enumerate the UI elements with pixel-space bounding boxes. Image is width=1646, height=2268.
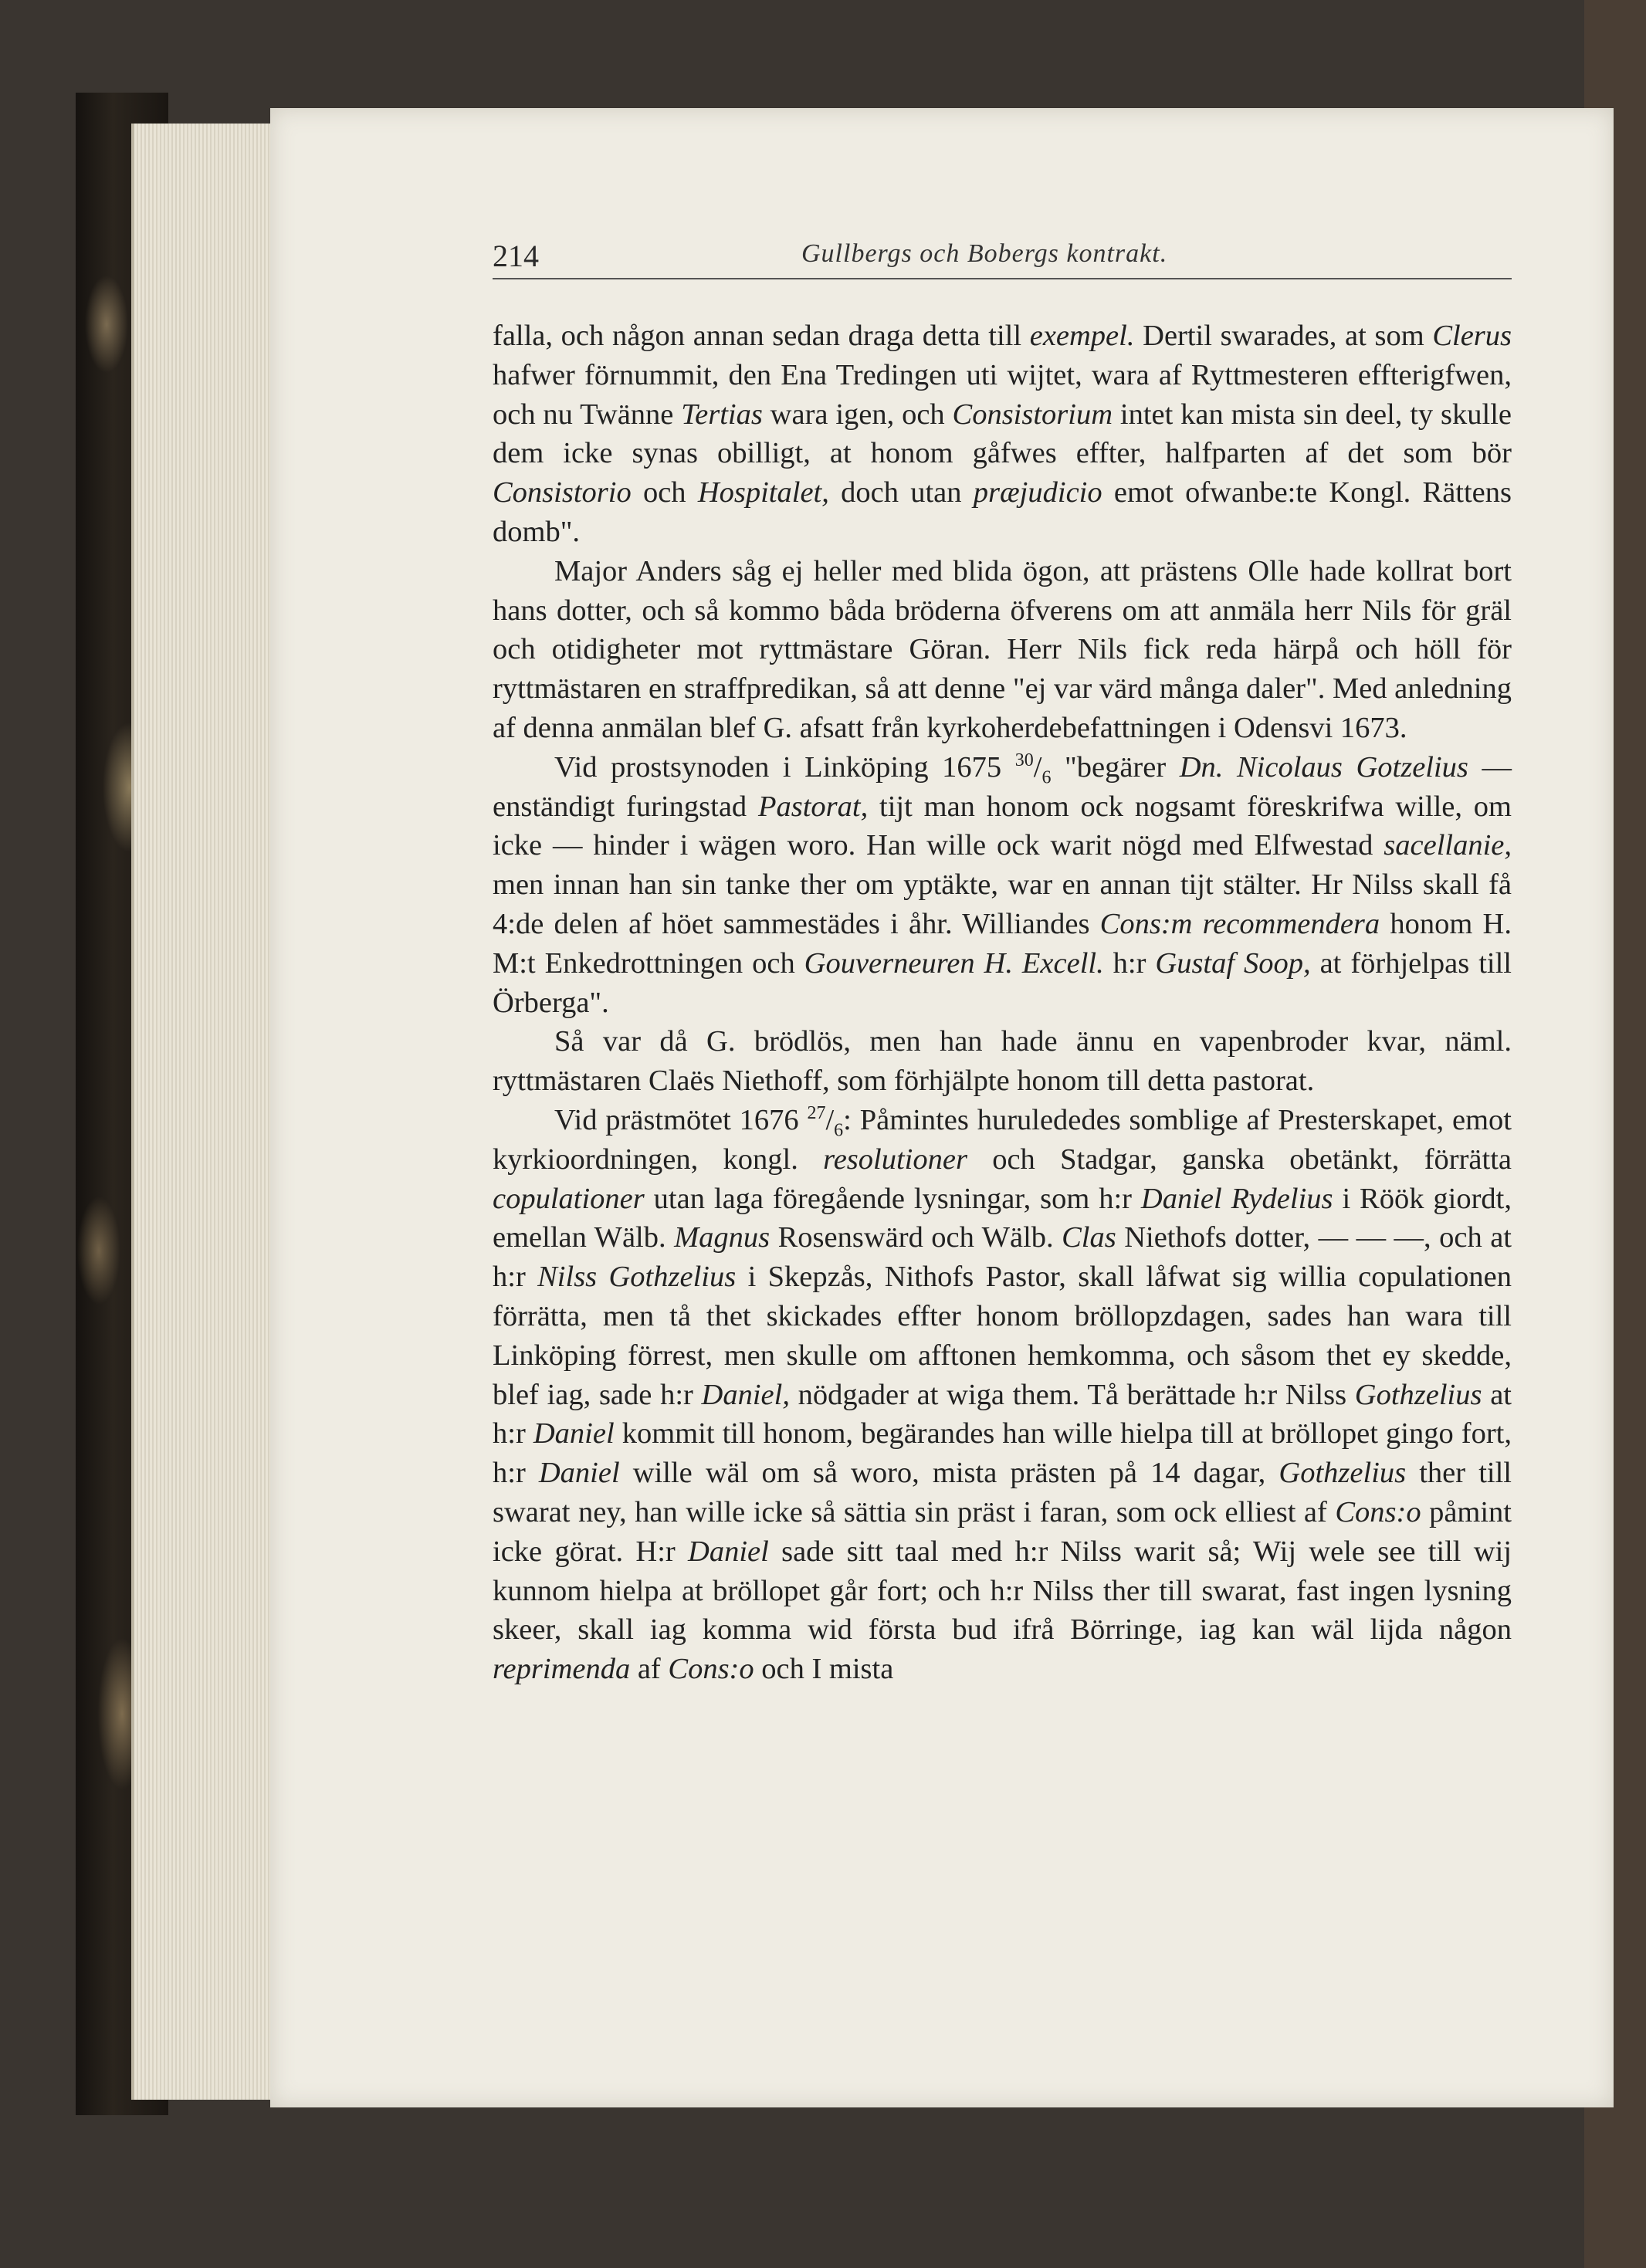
text-run: doch utan — [828, 476, 974, 509]
paragraph — [493, 552, 1512, 748]
italic-text: copulationer — [493, 1182, 645, 1215]
italic-text: Daniel Rydelius — [1140, 1182, 1333, 1215]
text-run: : Påmintes hurulededes somblige af Presterskapet, emot kyrkioordningen, kongl. — [493, 1103, 1512, 1176]
subscript: 6 — [834, 1120, 844, 1141]
text-run: af — [630, 1653, 669, 1686]
italic-text: Cons:o — [1335, 1495, 1421, 1528]
page-number: 214 — [493, 239, 539, 273]
italic-text: Nilss Gothzelius — [537, 1261, 737, 1294]
italic-text: Dn. Nicolaus Gotzelius — [1179, 750, 1468, 784]
text-run: Så var då G. brödlös, men han hade ännu en vapenbroder kvar, näml. ryttmästaren Claës Niethoff, som förhjälpte honom till detta pastorat. — [493, 1025, 1512, 1098]
paragraph — [493, 317, 1512, 552]
italic-text: sacellanie, — [1384, 829, 1512, 862]
italic-text: Consistorio — [493, 476, 632, 509]
italic-text: Daniel — [538, 1457, 620, 1490]
italic-text: Clerus — [1432, 320, 1512, 352]
text-run: utan laga föregående lysningar, som h:r — [644, 1182, 1141, 1215]
italic-text: Clas — [1062, 1221, 1116, 1254]
text-run: kommit till honom, begärandes han wille hielpa till at bröllopet gingo fort, h:r — [493, 1417, 1512, 1490]
text-run: h:r — [1103, 946, 1156, 980]
text-run: Rosenswärd och Wälb. — [770, 1221, 1062, 1254]
text-run: och I mista — [754, 1653, 894, 1686]
italic-text: Gustaf Soop, — [1155, 946, 1311, 980]
italic-text: Daniel, — [701, 1378, 790, 1411]
subscript: 6 — [1041, 767, 1052, 788]
text-run: sade sitt taal med h:r Nilss warit så; Wij wele see till wij kunnom hielpa at bröllopet går fort; och h:r Nilss ther till swarat, fast ingen lysning skeer, skall iag komma wid första bud ifrå Börringe, iag kan wäl lijda någon — [493, 1535, 1512, 1647]
text-run: och — [631, 476, 698, 509]
text-run: Vid prästmötet 1676 — [554, 1103, 808, 1136]
paragraph — [493, 1101, 1512, 1689]
text-run: Major Anders såg ej heller med blida ögon, att prästens Olle hade kollrat bort hans dotter, och så kommo båda bröderna öfverens om att anmäla herr Nils för gräl och otidigheter mot ryttmästare Göran. Herr Nils fick reda härpå och höll för ryttmästaren en straffpredikan, så att denne "ej var värd många daler". Med anledning af denna anmälan blef G. afsatt från kyrkoherdebefattningen i Odensvi 1673. — [493, 554, 1512, 744]
text-run: påmint icke görat. H:r — [493, 1495, 1512, 1568]
text-run: — enständigt furingstad — [493, 750, 1512, 823]
text-run: / — [825, 1103, 835, 1136]
italic-text: Gouverneuren H. Excell. — [804, 946, 1104, 980]
text-run: men innan han sin tanke ther om yptäkte, war en annan tijt stälter. Hr Nilss skall få 4:de delen af höet sammestädes i åhr. Williandes — [493, 868, 1512, 940]
italic-text: Gothzelius — [1354, 1378, 1482, 1411]
text-run: Niethofs dotter, — — —, och at h:r — [493, 1221, 1512, 1294]
text-run: at förhjelpas till Örberga". — [493, 946, 1512, 1019]
text-run: och Stadgar, ganska obetänkt, förrätta — [967, 1142, 1512, 1176]
text-run: tijt man honom ock nogsamt föreskrifwa wille, om icke — hinder i wägen woro. Han wille ock warit nögd med Elfwestad — [493, 790, 1512, 862]
text-run: emot ofwanbe:te Kongl. Rättens domb". — [493, 476, 1512, 548]
italic-text: præjudicio — [973, 476, 1102, 509]
text-run: falla, och någon annan sedan draga detta till — [493, 320, 1030, 352]
text-run: at h:r — [493, 1378, 1512, 1451]
paragraph — [493, 748, 1512, 1023]
italic-text: Daniel — [533, 1417, 615, 1451]
superscript: 27 — [807, 1103, 826, 1124]
italic-text: exempel. — [1029, 320, 1135, 352]
superscript: 30 — [1014, 750, 1034, 770]
text-run: "begärer — [1051, 750, 1180, 784]
text-run: wara igen, och — [762, 398, 953, 431]
italic-text: Pastorat, — [757, 790, 869, 823]
text-run: wille wäl om så woro, mista prästen på 14 dagar, — [619, 1457, 1279, 1490]
text-run: ther till swarat ney, han wille icke så sättia sin präst i faran, som ock elliest af — [493, 1457, 1512, 1528]
text-run: honom H. M:t Enkedrottningen och — [493, 907, 1512, 980]
page-edges — [131, 124, 289, 2100]
italic-text: Daniel — [688, 1535, 769, 1568]
text-run: hafwer förnummit, den Ena Tredingen uti wijtet, wara af Ryttmesteren effterigfwen, och nu Twänne — [493, 358, 1512, 431]
italic-text: Consistorium — [952, 398, 1113, 431]
italic-text: Hospitalet, — [697, 476, 829, 509]
text-run: Vid prostsynoden i Linköping 1675 — [554, 750, 1015, 784]
text-run: intet kan mista sin deel, ty skulle dem icke synas obilligt, at honom gåfwes effter, halfparten af det som bör — [493, 398, 1512, 470]
running-title: Gullbergs och Bobergs kontrakt. — [801, 239, 1168, 268]
paragraph — [493, 1022, 1512, 1101]
text-run: Dertil swarades, at som — [1134, 320, 1433, 352]
italic-text: Tertias — [681, 398, 763, 431]
text-run: / — [1033, 750, 1042, 784]
italic-text: reprimenda — [493, 1653, 631, 1686]
italic-text: Cons:m recommendera — [1099, 907, 1380, 940]
text-run: i Skepzås, Nithofs Pastor, skall låfwat sig willia copulationen förrätta, men tå thet skickades effter honom bröllopzdagen, sades han wara till Linköping förrest, men skulle om afftonen hemkomma, och såsom thet ey skedde, blef iag, sade h:r — [493, 1261, 1512, 1411]
italic-text: Gothzelius — [1279, 1457, 1407, 1490]
body-text — [493, 317, 1512, 1689]
italic-text: resolutioner — [823, 1142, 967, 1176]
running-header — [493, 232, 1512, 279]
text-run: i Röök giordt, emellan Wälb. — [493, 1182, 1512, 1254]
italic-text: Cons:o — [668, 1653, 754, 1686]
italic-text: Magnus — [674, 1221, 771, 1254]
text-run: nödgader at wiga them. Tå berättade h:r Nilss — [789, 1378, 1355, 1411]
